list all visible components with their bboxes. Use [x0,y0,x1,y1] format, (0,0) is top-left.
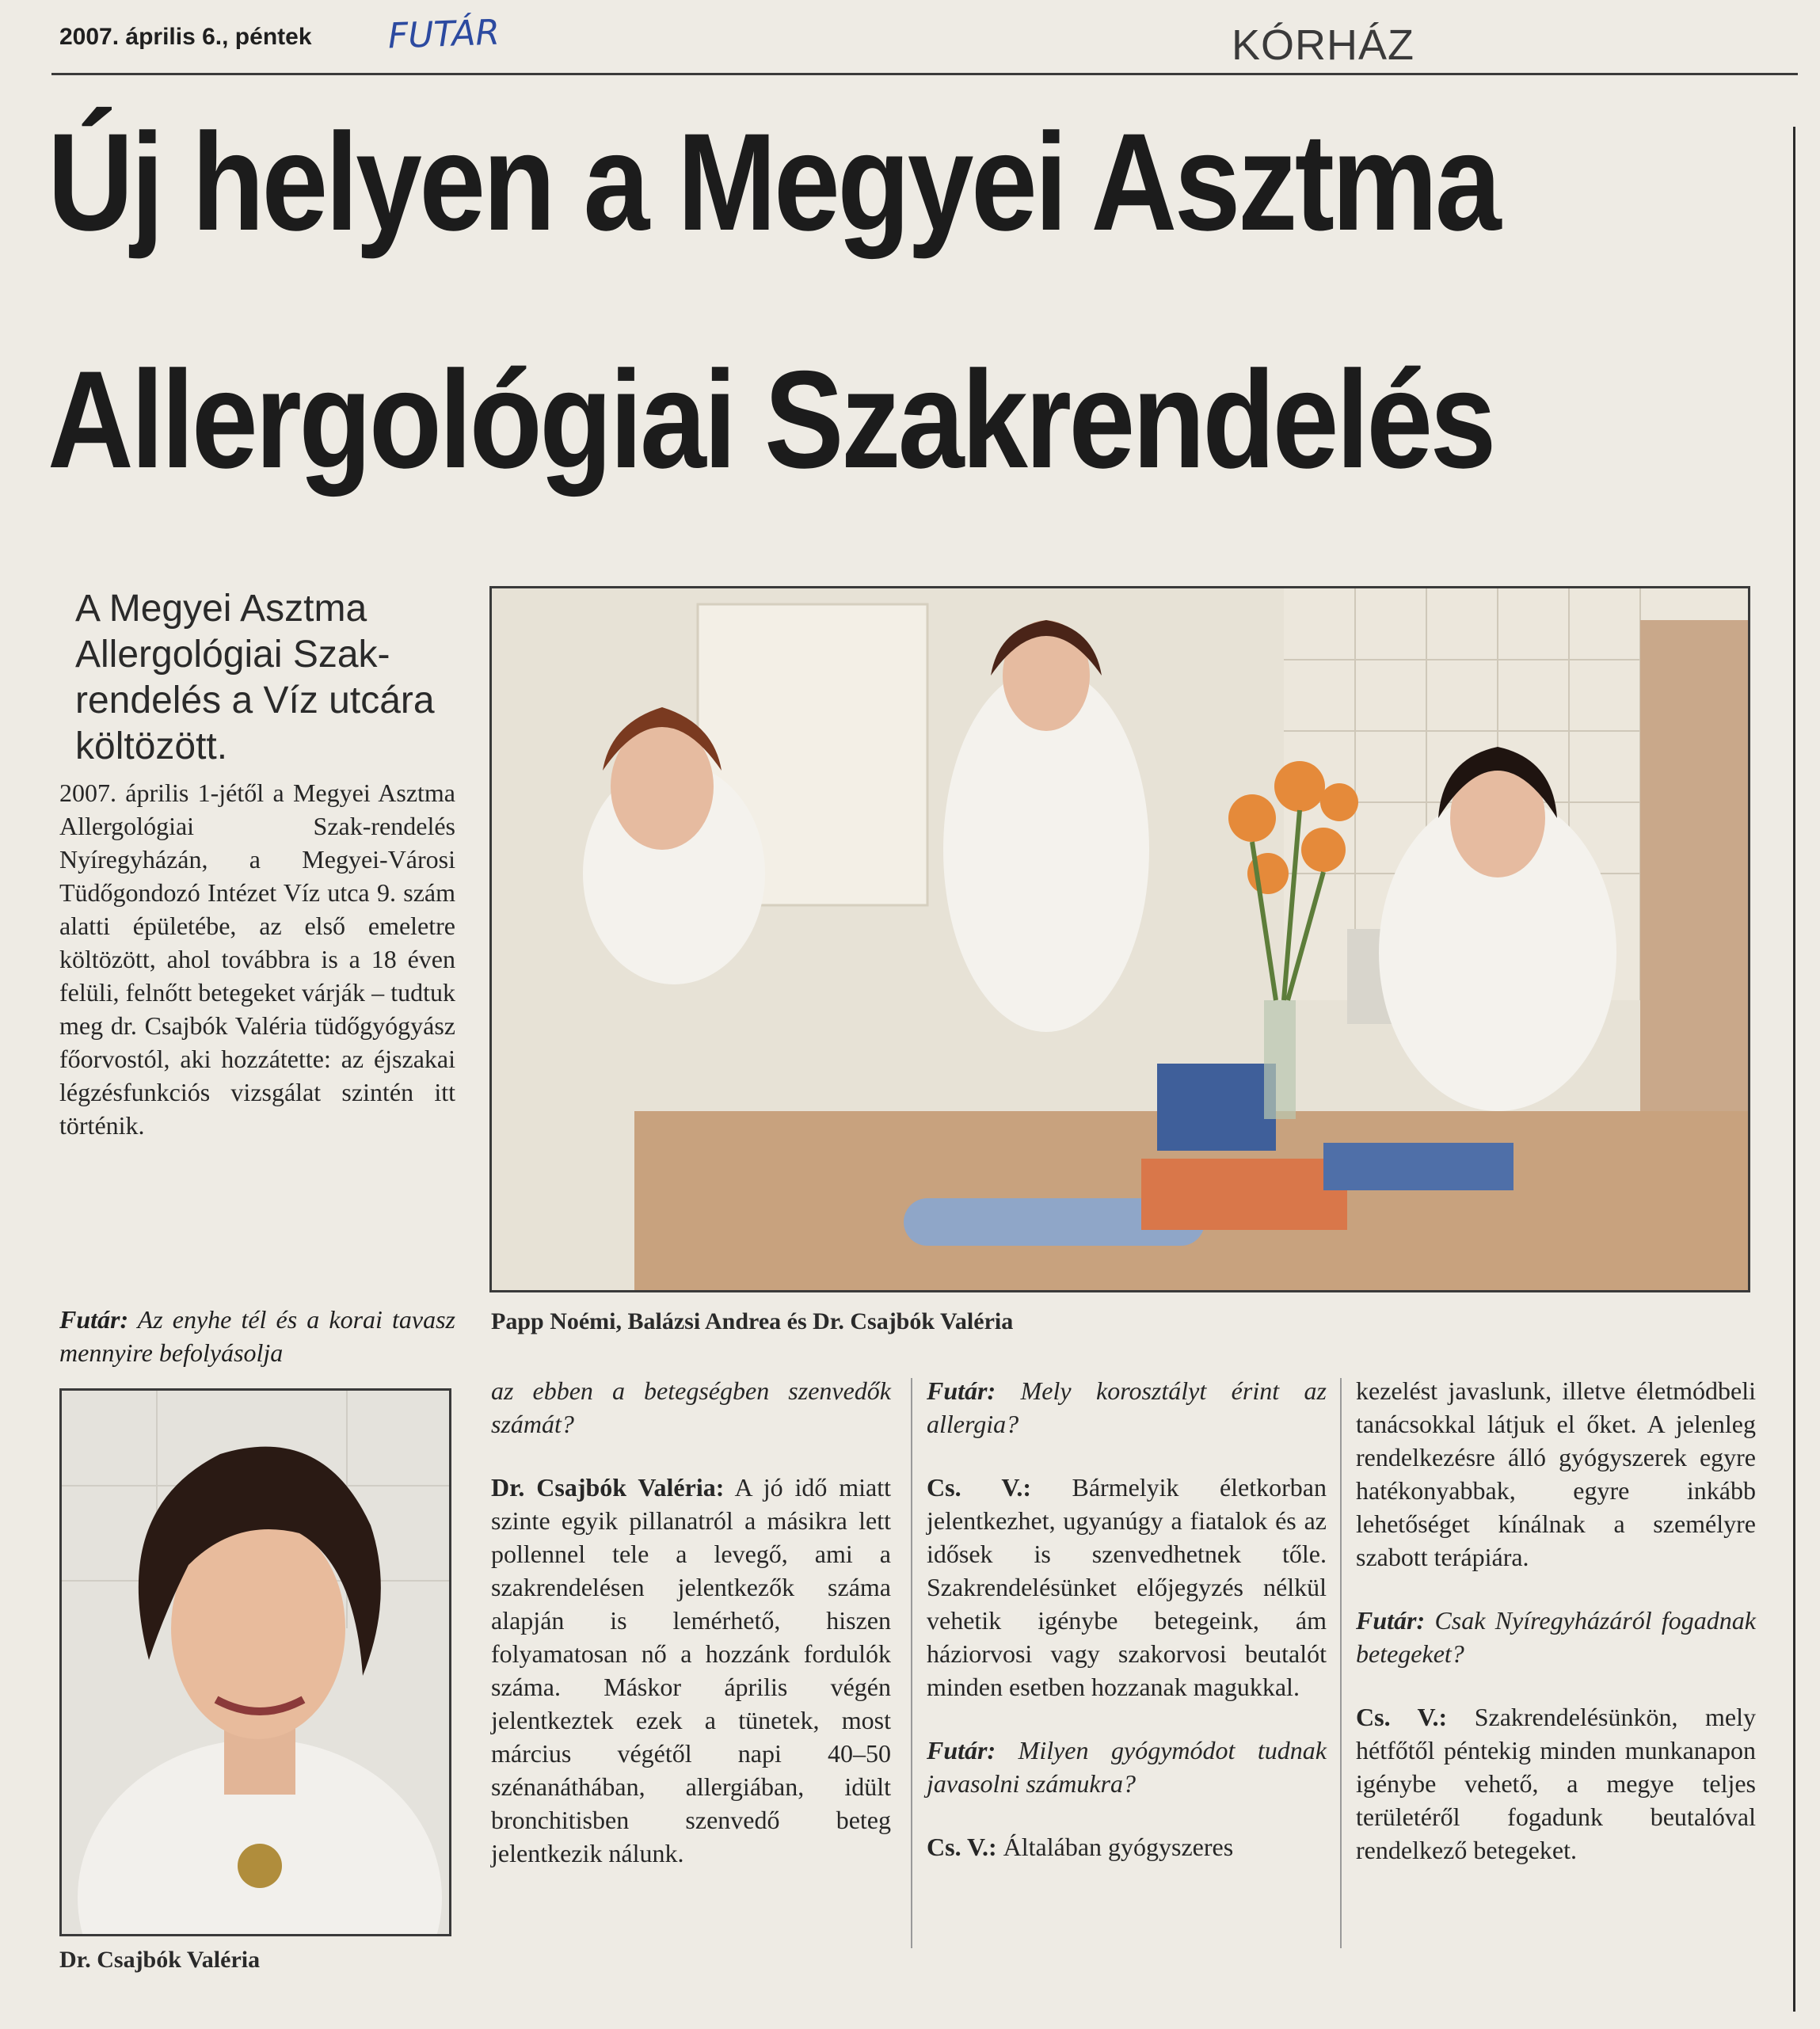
answer-text: Szakrendelésünkön, mely hétfőtől péntekig minden munkanapon igénybe vehető, a megye teljes területéről fogadunk beutalóval rendelkező betegeket. [1356,1703,1757,1864]
question-text: Mely korosztályt érint az allergia? [927,1376,1327,1438]
answer-text: kezelést javaslunk, illetve életmódbeli tanácsokkal látjuk el őket. A jelenleg rendelkezésre álló gyógyszerek egyre hatékonyabbak, egyre inkább lehetőséget kínálnak a személyre szabott terápiára. [1356,1376,1756,1571]
group-photo-illustration [492,588,1750,1292]
question-2 [927,1374,1327,1441]
header-rule [51,73,1798,75]
answer-3-end [1356,1374,1756,1574]
column-divider [911,1378,912,1948]
column-4 [1356,1374,1756,1897]
answer-text: Általában gyógyszeres [1003,1833,1234,1861]
portrait-caption: Dr. Csajbók Valéria [59,1947,261,1973]
answer-text: A jó idő miatt szinte egyik pillanatról a másikra lett pollennel tele a levegő, ami a szakrendelésen jelentkezők száma alapján is lemérhető, hiszen folyamatosan nő a hozzánk fordulók száma. Máskor április végén jelentkeztek ezek a tünetek, most március végétől napi 40–50 szénanáthában, allergiában, idült bronchitisben szenvedő beteg jelentkezik nálunk. [491,1473,891,1867]
issue-date: 2007. április 6., péntek [59,24,312,50]
answer-4 [1356,1700,1756,1867]
group-photo [489,586,1750,1292]
intro-paragraph: 2007. április 1-jétől a Megyei Asztma Allergológiai Szak-rendelés Nyíregyházán, a Megyei-Városi Tüdőgondozó Intézet Víz utca 9. szám alatti épületébe, az első emeletre költözött, ahol továbbra is a 18 éven felüli, felnőtt betegeket várják – tudtuk meg dr. Csajbók Valéria tüdőgyógyász főorvostól, aki hozzátette: az éjszakai légzésfunkciós vizsgálat szintén itt történik. [59,778,455,1140]
headline-line-1: Új helyen a Megyei Asztma [48,105,1499,260]
column-divider [1340,1378,1342,1948]
answer-3-start [927,1830,1327,1863]
question-text: az ebben a betegségben szenvedők számát? [491,1376,891,1438]
answer-speaker: Cs. V.: [1356,1703,1448,1731]
question-text: Csak Nyíregyházáról fogadnak betegeket? [1356,1606,1757,1668]
portrait-photo [59,1388,451,1936]
question-1-start [59,1303,455,1369]
question-speaker: Futár: [59,1305,129,1334]
answer-1 [491,1471,891,1870]
clipping-edge [1793,127,1795,2012]
answer-text: Bármelyik életkorban jelentkezhet, ugyanúgy a fiatalok és az idősek is szenvedhetnek tőle. Szakrendelésünket előjegyzés nélkül vehetik igénybe betegeink, ám háziorvosi vagy szakorvosi beutalót minden esetben hozzanak magukkal. [927,1473,1327,1701]
portrait-illustration [62,1391,451,1936]
answer-2 [927,1471,1327,1704]
question-text: Az enyhe tél és a korai tavasz mennyire befolyásolja [59,1305,456,1367]
section-label: KÓRHÁZ [1232,21,1415,69]
question-3 [927,1734,1327,1800]
answer-speaker: Cs. V.: [927,1473,1032,1502]
question-4 [1356,1604,1756,1670]
column-2 [491,1374,891,1900]
question-text: Milyen gyógymódot tudnak javasolni számukra? [927,1736,1327,1798]
answer-speaker: Cs. V.: [927,1833,997,1861]
question-speaker: Futár: [1356,1606,1426,1635]
column-3 [927,1374,1327,1894]
question-speaker: Futár: [927,1736,996,1764]
question-speaker: Futár: [927,1376,996,1405]
question-1-end [491,1374,891,1441]
headline-line-2: Allergológiai Szakrendelés [48,343,1494,497]
handwritten-note: FUTÁR [387,12,501,57]
answer-speaker: Dr. Csajbók Valéria: [491,1473,725,1502]
lead-paragraph: A Megyei Asztma Allergológiai Szak-rendelés a Víz utcára költözött. [75,588,435,767]
photo-caption: Papp Noémi, Balázsi Andrea és Dr. Csajbók Valéria [491,1308,1014,1334]
